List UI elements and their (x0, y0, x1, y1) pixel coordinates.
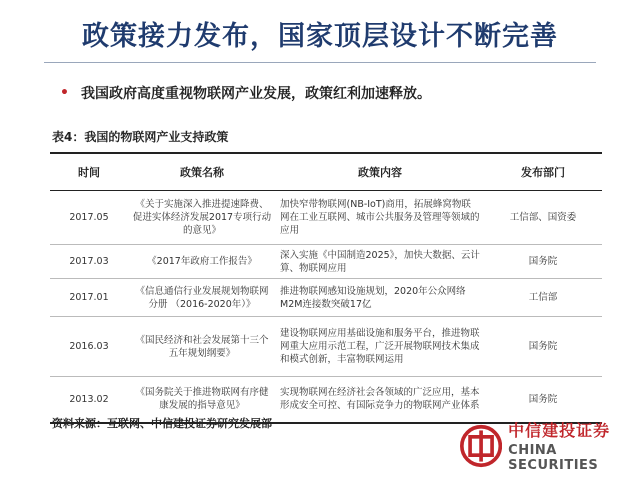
header-department: 发布部门 (484, 153, 602, 191)
bullet-icon: • (60, 85, 69, 101)
cell-policy-content: 深入实施《中国制造2025》，加快大数据、云计算、物联网应用 (276, 245, 484, 279)
table-row (50, 245, 602, 279)
logo-text (508, 418, 640, 473)
page-title: 政策接力发布，国家顶层设计不断完善 (82, 21, 558, 52)
company-logo (460, 418, 640, 473)
cell-department: 工信部、国资委 (484, 191, 602, 245)
cell-policy-name: 《信息通信行业发展规划物联网分册 （2016-2020年）》 (128, 279, 276, 317)
cell-time: 2017.03 (50, 245, 128, 279)
cell-time: 2016.03 (50, 317, 128, 377)
table-row (50, 279, 602, 317)
table-row (50, 191, 602, 245)
logo-chinese-name: 中信建投证券 (508, 421, 611, 440)
header-policy-name: 政策名称 (128, 153, 276, 191)
cell-policy-content: 建设物联网应用基础设施和服务平台，推进物联网重大应用示范工程，广泛开展物联网技术集成和模式创新，丰富物联网运用 (276, 317, 484, 377)
cell-time: 2017.01 (50, 279, 128, 317)
cell-time: 2017.05 (50, 191, 128, 245)
cell-department: 国务院 (484, 245, 602, 279)
table-header-row (50, 153, 602, 191)
cell-policy-name: 《国务院关于推进物联网有序健康发展的指导意见》 (128, 377, 276, 423)
header-time: 时间 (50, 153, 128, 191)
source-note: 资料来源：互联网、中信建投证券研究发展部 (52, 417, 272, 430)
cell-policy-content: 推进物联网感知设施规划，2020年公众网络M2M连接数突破17亿 (276, 279, 484, 317)
cell-department: 国务院 (484, 317, 602, 377)
cell-policy-name: 《国民经济和社会发展第十三个五年规划纲要》 (128, 317, 276, 377)
bullet-text: 我国政府高度重视物联网产业发展，政策红利加速释放。 (80, 86, 431, 102)
citic-logo-icon (460, 423, 502, 469)
header-policy-content: 政策内容 (276, 153, 484, 191)
table-caption: 表4：我国的物联网产业支持政策 (52, 130, 229, 144)
cell-policy-name: 《2017年政府工作报告》 (128, 245, 276, 279)
cell-time: 2013.02 (50, 377, 128, 423)
policy-table (50, 152, 602, 424)
title-divider (44, 62, 596, 63)
logo-english-name: CHINA SECURITIES (508, 443, 599, 473)
table-row (50, 317, 602, 377)
cell-department: 国务院 (484, 377, 602, 423)
cell-policy-content: 加快窄带物联网(NB-IoT)商用，拓展蜂窝物联网在工业互联网、城市公共服务及管理等领域的应用 (276, 191, 484, 245)
cell-department: 工信部 (484, 279, 602, 317)
bullet-point (60, 83, 431, 103)
cell-policy-content: 实现物联网在经济社会各领域的广泛应用，基本形成安全可控、有国际竞争力的物联网产业体系 (276, 377, 484, 423)
cell-policy-name: 《关于实施深入推进提速降费、促进实体经济发展2017专项行动的意见》 (128, 191, 276, 245)
